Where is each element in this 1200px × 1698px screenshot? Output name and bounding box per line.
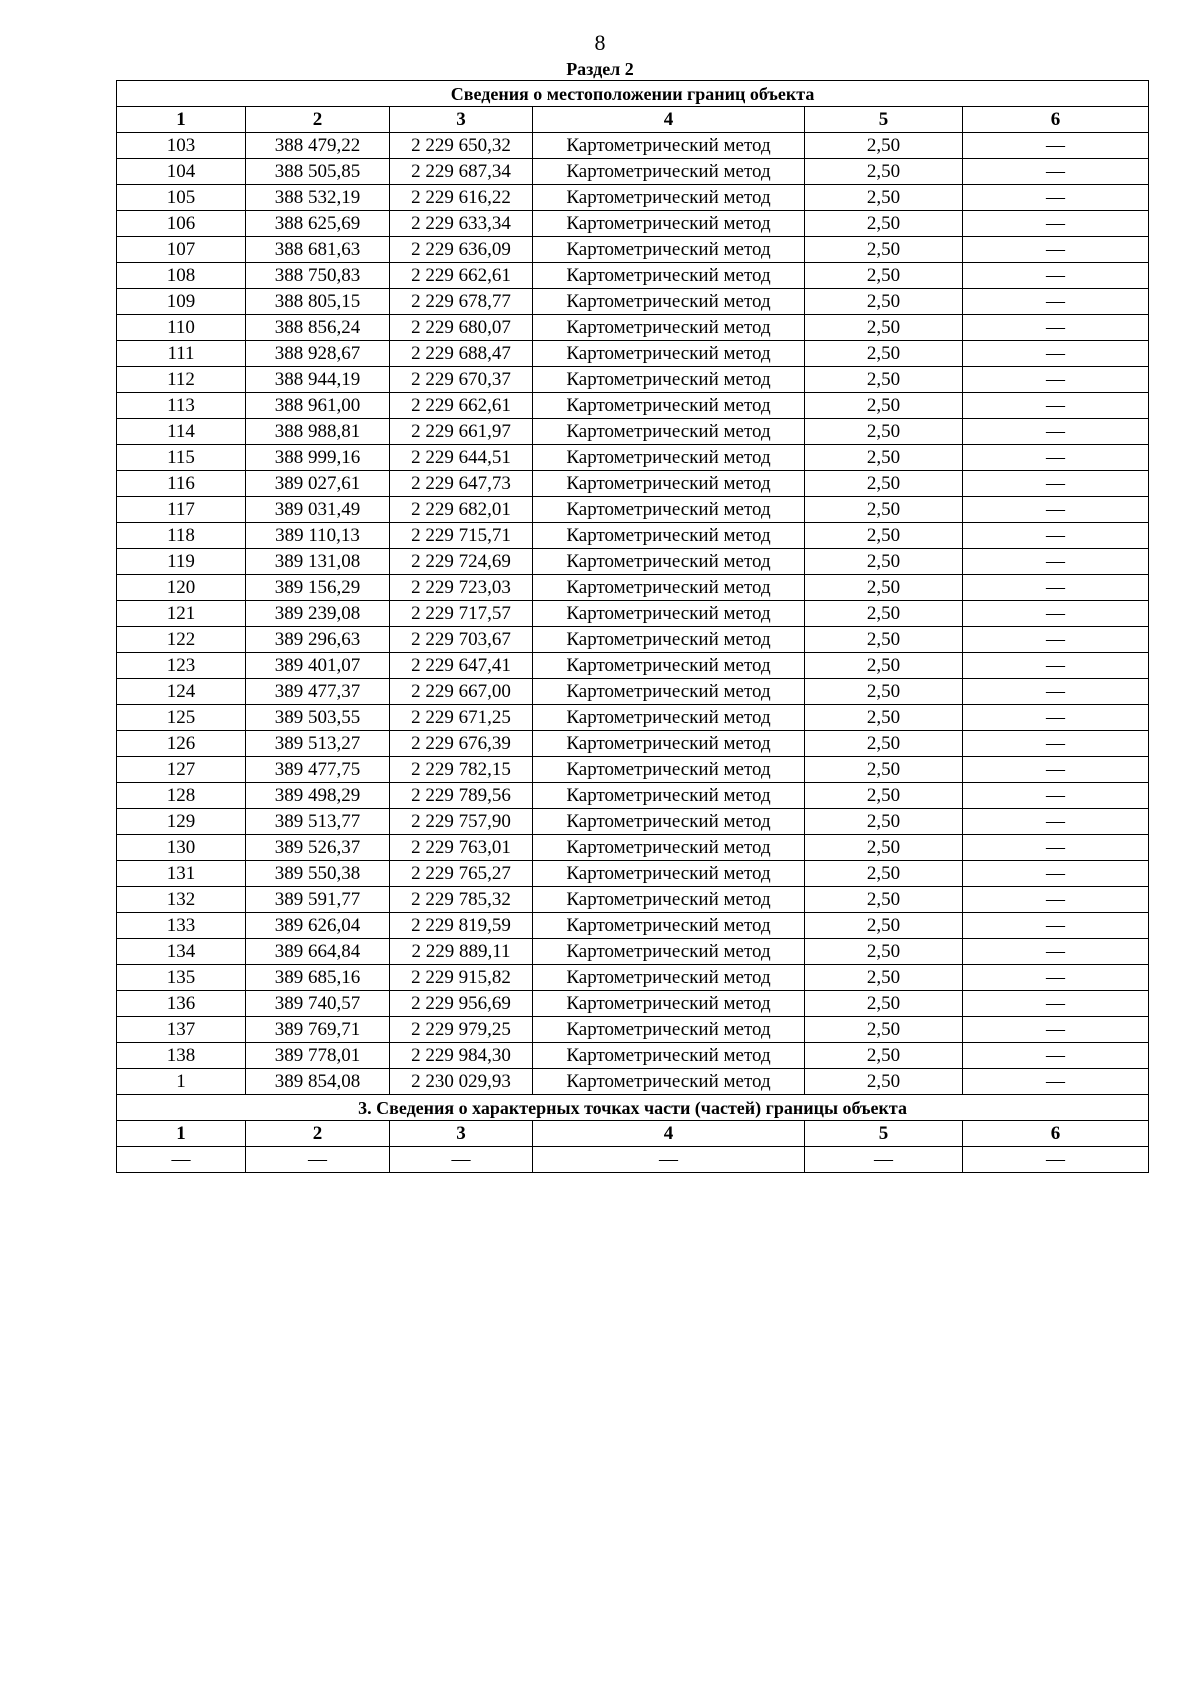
table-cell: 124 [117, 679, 246, 705]
table-cell: 106 [117, 211, 246, 237]
table-cell: 2 229 956,69 [390, 991, 533, 1017]
table-cell: 115 [117, 445, 246, 471]
column-header: 1 [117, 1121, 246, 1147]
table-cell: 389 685,16 [246, 965, 390, 991]
table-cell: 388 479,22 [246, 133, 390, 159]
table-cell: 388 750,83 [246, 263, 390, 289]
table-cell: 389 526,37 [246, 835, 390, 861]
table-cell: 2 229 636,09 [390, 237, 533, 263]
table-cell: 2,50 [805, 939, 963, 965]
table-cell: 2,50 [805, 679, 963, 705]
table-cell: 136 [117, 991, 246, 1017]
table-cell: 2,50 [805, 497, 963, 523]
table-cell: 2,50 [805, 549, 963, 575]
table-cell: 2 229 757,90 [390, 809, 533, 835]
table-cell: 111 [117, 341, 246, 367]
table-row [117, 575, 1149, 601]
section-title: Раздел 2 [566, 59, 634, 79]
table-cell: 2 229 688,47 [390, 341, 533, 367]
table-cell: 388 625,69 [246, 211, 390, 237]
table-cell: 388 532,19 [246, 185, 390, 211]
table-cell: — [963, 1069, 1149, 1095]
boundary-table [116, 80, 1149, 1173]
table-cell: 2 229 650,32 [390, 133, 533, 159]
table-cell: 2 229 647,73 [390, 471, 533, 497]
table-cell: Картометрический метод [533, 757, 805, 783]
table-cell: 2,50 [805, 185, 963, 211]
table-cell: Картометрический метод [533, 367, 805, 393]
table-cell: 388 681,63 [246, 237, 390, 263]
table-cell: Картометрический метод [533, 653, 805, 679]
column-header: 4 [533, 1121, 805, 1147]
table-cell: 389 513,77 [246, 809, 390, 835]
table-row [117, 497, 1149, 523]
table-cell: — [963, 965, 1149, 991]
table-cell: 2 229 671,25 [390, 705, 533, 731]
table-row [117, 861, 1149, 887]
table-cell: Картометрический метод [533, 679, 805, 705]
table-cell: — [963, 419, 1149, 445]
table-cell: 389 027,61 [246, 471, 390, 497]
table-cell: Картометрический метод [533, 783, 805, 809]
table-cell: 2,50 [805, 159, 963, 185]
table-cell: — [963, 445, 1149, 471]
table-cell: 108 [117, 263, 246, 289]
table-cell: 2 229 662,61 [390, 393, 533, 419]
table-cell: 128 [117, 783, 246, 809]
column-header: 4 [533, 107, 805, 133]
table-cell: — [963, 783, 1149, 809]
table-cell: 122 [117, 627, 246, 653]
table-cell: 123 [117, 653, 246, 679]
table-cell: 131 [117, 861, 246, 887]
table-cell: 105 [117, 185, 246, 211]
table-cell: 2,50 [805, 913, 963, 939]
table-cell: 112 [117, 367, 246, 393]
table-cell: 130 [117, 835, 246, 861]
table-cell: 2,50 [805, 133, 963, 159]
table-cell: 388 928,67 [246, 341, 390, 367]
table-cell: 389 664,84 [246, 939, 390, 965]
table-row [117, 211, 1149, 237]
table-row [117, 1017, 1149, 1043]
table-cell: 1 [117, 1069, 246, 1095]
table-cell: 389 031,49 [246, 497, 390, 523]
table-cell: 126 [117, 731, 246, 757]
table-cell: 388 999,16 [246, 445, 390, 471]
table-cell: 133 [117, 913, 246, 939]
table-cell: Картометрический метод [533, 601, 805, 627]
table-cell: 104 [117, 159, 246, 185]
table-cell: 116 [117, 471, 246, 497]
table-cell: — [963, 185, 1149, 211]
table-cell: 2,50 [805, 367, 963, 393]
table-row [117, 419, 1149, 445]
table-cell: 134 [117, 939, 246, 965]
table-row [117, 679, 1149, 705]
table-cell: 389 239,08 [246, 601, 390, 627]
table-cell: — [963, 575, 1149, 601]
table-row [117, 133, 1149, 159]
table-cell: Картометрический метод [533, 497, 805, 523]
table-cell: 2 229 785,32 [390, 887, 533, 913]
table-row [117, 549, 1149, 575]
table-cell: 2,50 [805, 393, 963, 419]
table-cell: 2 229 616,22 [390, 185, 533, 211]
table-cell: — [390, 1147, 533, 1173]
table-cell: 2,50 [805, 757, 963, 783]
table-row [117, 939, 1149, 965]
table-cell: 2,50 [805, 315, 963, 341]
table-cell: — [963, 1147, 1149, 1173]
table-cell: 2 229 724,69 [390, 549, 533, 575]
table-cell: 2,50 [805, 705, 963, 731]
table-caption: Сведения о местоположении границ объекта [117, 81, 1149, 107]
table-cell: — [963, 237, 1149, 263]
column-header: 5 [805, 1121, 963, 1147]
table-cell: Картометрический метод [533, 263, 805, 289]
table-cell: — [963, 1043, 1149, 1069]
table-cell: Картометрический метод [533, 419, 805, 445]
column-header: 2 [246, 107, 390, 133]
table-cell: — [963, 289, 1149, 315]
table-cell: Картометрический метод [533, 835, 805, 861]
column-header: 6 [963, 1121, 1149, 1147]
table-cell: — [805, 1147, 963, 1173]
table-row [117, 237, 1149, 263]
table-cell: — [963, 887, 1149, 913]
table-cell: 389 498,29 [246, 783, 390, 809]
table-cell: 388 988,81 [246, 419, 390, 445]
column-header: 6 [963, 107, 1149, 133]
table-cell: 2,50 [805, 809, 963, 835]
table-cell: 389 131,08 [246, 549, 390, 575]
table-cell: — [533, 1147, 805, 1173]
section3-header-row [117, 1121, 1149, 1147]
table-cell: 2 229 644,51 [390, 445, 533, 471]
table-cell: 2,50 [805, 471, 963, 497]
table-cell: — [963, 367, 1149, 393]
table-cell: Картометрический метод [533, 991, 805, 1017]
table-cell: 389 740,57 [246, 991, 390, 1017]
table-cell: 389 550,38 [246, 861, 390, 887]
table-cell: 118 [117, 523, 246, 549]
table-row [117, 263, 1149, 289]
table-row [117, 627, 1149, 653]
table-cell: 389 401,07 [246, 653, 390, 679]
table-cell: 389 769,71 [246, 1017, 390, 1043]
table-cell: 2 229 782,15 [390, 757, 533, 783]
table-cell: — [963, 211, 1149, 237]
table-cell: 2,50 [805, 1017, 963, 1043]
table-cell: — [963, 939, 1149, 965]
table-cell: 2 229 687,34 [390, 159, 533, 185]
table-cell: 121 [117, 601, 246, 627]
table-cell: Картометрический метод [533, 705, 805, 731]
table-cell: 389 778,01 [246, 1043, 390, 1069]
table-row [117, 315, 1149, 341]
table-cell: 2 229 678,77 [390, 289, 533, 315]
table-cell: 2,50 [805, 1043, 963, 1069]
table-cell: — [963, 497, 1149, 523]
table-cell: Картометрический метод [533, 627, 805, 653]
table-row [117, 757, 1149, 783]
table-row [117, 783, 1149, 809]
table-cell: — [117, 1147, 246, 1173]
table-row [117, 601, 1149, 627]
table-cell: Картометрический метод [533, 185, 805, 211]
table-cell: 2 229 789,56 [390, 783, 533, 809]
section3-row [117, 1147, 1149, 1173]
table-cell: Картометрический метод [533, 159, 805, 185]
table-cell: 2,50 [805, 445, 963, 471]
table-cell: Картометрический метод [533, 1017, 805, 1043]
table-cell: Картометрический метод [533, 393, 805, 419]
table-cell: 2 229 680,07 [390, 315, 533, 341]
table-cell: — [963, 341, 1149, 367]
table-cell: 2,50 [805, 341, 963, 367]
table-row [117, 471, 1149, 497]
page-number: 8 [594, 30, 606, 55]
table-cell: — [963, 549, 1149, 575]
table-cell: 120 [117, 575, 246, 601]
table-cell: 389 591,77 [246, 887, 390, 913]
table-cell: 2 229 667,00 [390, 679, 533, 705]
table-cell: — [963, 159, 1149, 185]
table-cell: 127 [117, 757, 246, 783]
table-cell: 389 503,55 [246, 705, 390, 731]
section3-caption: 3. Сведения о характерных точках части (частей) границы объекта [117, 1095, 1149, 1121]
table-cell: Картометрический метод [533, 471, 805, 497]
table-cell: 2,50 [805, 1069, 963, 1095]
table-caption-row [117, 81, 1149, 107]
table-cell: — [963, 523, 1149, 549]
table-cell: — [963, 991, 1149, 1017]
table-cell: 2 230 029,93 [390, 1069, 533, 1095]
table-cell: 2 229 819,59 [390, 913, 533, 939]
table-cell: — [963, 393, 1149, 419]
table-row [117, 341, 1149, 367]
table-cell: Картометрический метод [533, 237, 805, 263]
table-cell: 2 229 682,01 [390, 497, 533, 523]
table-cell: 2 229 984,30 [390, 1043, 533, 1069]
table-cell: 135 [117, 965, 246, 991]
table-row [117, 159, 1149, 185]
table-row [117, 731, 1149, 757]
table-cell: 389 626,04 [246, 913, 390, 939]
table-row [117, 1043, 1149, 1069]
table-cell: 2,50 [805, 263, 963, 289]
table-cell: — [963, 913, 1149, 939]
table-cell: 107 [117, 237, 246, 263]
table-cell: 388 961,00 [246, 393, 390, 419]
table-row [117, 523, 1149, 549]
table-cell: — [963, 809, 1149, 835]
table-row [117, 393, 1149, 419]
table-cell: 2,50 [805, 965, 963, 991]
table-cell: Картометрический метод [533, 523, 805, 549]
table-row [117, 1069, 1149, 1095]
table-cell: 2 229 915,82 [390, 965, 533, 991]
table-row [117, 965, 1149, 991]
table-cell: — [963, 1017, 1149, 1043]
table-cell: — [963, 601, 1149, 627]
table-cell: 2,50 [805, 523, 963, 549]
table-cell: 388 944,19 [246, 367, 390, 393]
table-cell: 2,50 [805, 731, 963, 757]
table-cell: Картометрический метод [533, 887, 805, 913]
table-cell: 2 229 979,25 [390, 1017, 533, 1043]
table-cell: 2,50 [805, 419, 963, 445]
table-row [117, 991, 1149, 1017]
table-cell: 2 229 763,01 [390, 835, 533, 861]
table-cell: 138 [117, 1043, 246, 1069]
table-row [117, 835, 1149, 861]
table-cell: 389 477,75 [246, 757, 390, 783]
table-cell: 119 [117, 549, 246, 575]
table-cell: — [963, 731, 1149, 757]
table-cell: 2,50 [805, 627, 963, 653]
table-cell: — [963, 861, 1149, 887]
table-cell: Картометрический метод [533, 1043, 805, 1069]
table-cell: — [963, 757, 1149, 783]
table-cell: — [963, 471, 1149, 497]
table-cell: 2,50 [805, 237, 963, 263]
table-cell: Картометрический метод [533, 289, 805, 315]
table-cell: 2,50 [805, 601, 963, 627]
table-cell: 389 854,08 [246, 1069, 390, 1095]
table-row [117, 887, 1149, 913]
table-row [117, 653, 1149, 679]
table-cell: 2,50 [805, 991, 963, 1017]
table-cell: Картометрический метод [533, 315, 805, 341]
table-cell: Картометрический метод [533, 809, 805, 835]
table-cell: 2 229 723,03 [390, 575, 533, 601]
table-cell: 389 513,27 [246, 731, 390, 757]
table-cell: — [963, 679, 1149, 705]
table-cell: 2 229 661,97 [390, 419, 533, 445]
table-cell: 2,50 [805, 861, 963, 887]
table-cell: Картометрический метод [533, 549, 805, 575]
table-row [117, 809, 1149, 835]
table-cell: Картометрический метод [533, 445, 805, 471]
table-cell: 388 805,15 [246, 289, 390, 315]
table-row [117, 705, 1149, 731]
column-header: 2 [246, 1121, 390, 1147]
table-cell: 2,50 [805, 289, 963, 315]
table-cell: 2 229 765,27 [390, 861, 533, 887]
table-cell: 2,50 [805, 653, 963, 679]
table-cell: 389 110,13 [246, 523, 390, 549]
table-cell: — [963, 133, 1149, 159]
table-cell: — [963, 315, 1149, 341]
column-header: 1 [117, 107, 246, 133]
table-row [117, 185, 1149, 211]
table-cell: 137 [117, 1017, 246, 1043]
table-cell: 113 [117, 393, 246, 419]
table-cell: 125 [117, 705, 246, 731]
table-cell: 2,50 [805, 211, 963, 237]
column-header-row [117, 107, 1149, 133]
table-cell: Картометрический метод [533, 913, 805, 939]
table-cell: Картометрический метод [533, 731, 805, 757]
table-cell: — [963, 263, 1149, 289]
table-cell: Картометрический метод [533, 211, 805, 237]
table-cell: 2,50 [805, 835, 963, 861]
table-cell: Картометрический метод [533, 939, 805, 965]
table-cell: — [963, 653, 1149, 679]
table-cell: 2,50 [805, 783, 963, 809]
table-cell: 388 505,85 [246, 159, 390, 185]
table-cell: Картометрический метод [533, 861, 805, 887]
table-cell: 389 477,37 [246, 679, 390, 705]
column-header: 3 [390, 107, 533, 133]
table-cell: 2 229 676,39 [390, 731, 533, 757]
table-cell: 129 [117, 809, 246, 835]
table-cell: — [963, 627, 1149, 653]
table-cell: 2,50 [805, 575, 963, 601]
table-cell: 110 [117, 315, 246, 341]
table-row [117, 445, 1149, 471]
table-cell: 103 [117, 133, 246, 159]
table-cell: — [246, 1147, 390, 1173]
table-cell: 109 [117, 289, 246, 315]
table-row [117, 289, 1149, 315]
table-cell: Картометрический метод [533, 575, 805, 601]
table-cell: 389 156,29 [246, 575, 390, 601]
table-cell: 388 856,24 [246, 315, 390, 341]
table-cell: Картометрический метод [533, 133, 805, 159]
table-cell: 117 [117, 497, 246, 523]
table-body [117, 81, 1149, 1173]
section3-caption-row [117, 1095, 1149, 1121]
table-cell: 389 296,63 [246, 627, 390, 653]
table-cell: 2,50 [805, 887, 963, 913]
table-cell: 2 229 703,67 [390, 627, 533, 653]
table-cell: Картометрический метод [533, 965, 805, 991]
table-cell: — [963, 835, 1149, 861]
table-cell: 2 229 670,37 [390, 367, 533, 393]
table-cell: Картометрический метод [533, 341, 805, 367]
table-cell: 2 229 889,11 [390, 939, 533, 965]
table-cell: Картометрический метод [533, 1069, 805, 1095]
table-cell: 2 229 647,41 [390, 653, 533, 679]
table-cell: 114 [117, 419, 246, 445]
column-header: 5 [805, 107, 963, 133]
column-header: 3 [390, 1121, 533, 1147]
table-cell: 132 [117, 887, 246, 913]
table-cell: — [963, 705, 1149, 731]
table-cell: 2 229 715,71 [390, 523, 533, 549]
table-cell: 2 229 662,61 [390, 263, 533, 289]
table-row [117, 913, 1149, 939]
table-cell: 2 229 717,57 [390, 601, 533, 627]
table-row [117, 367, 1149, 393]
table-cell: 2 229 633,34 [390, 211, 533, 237]
